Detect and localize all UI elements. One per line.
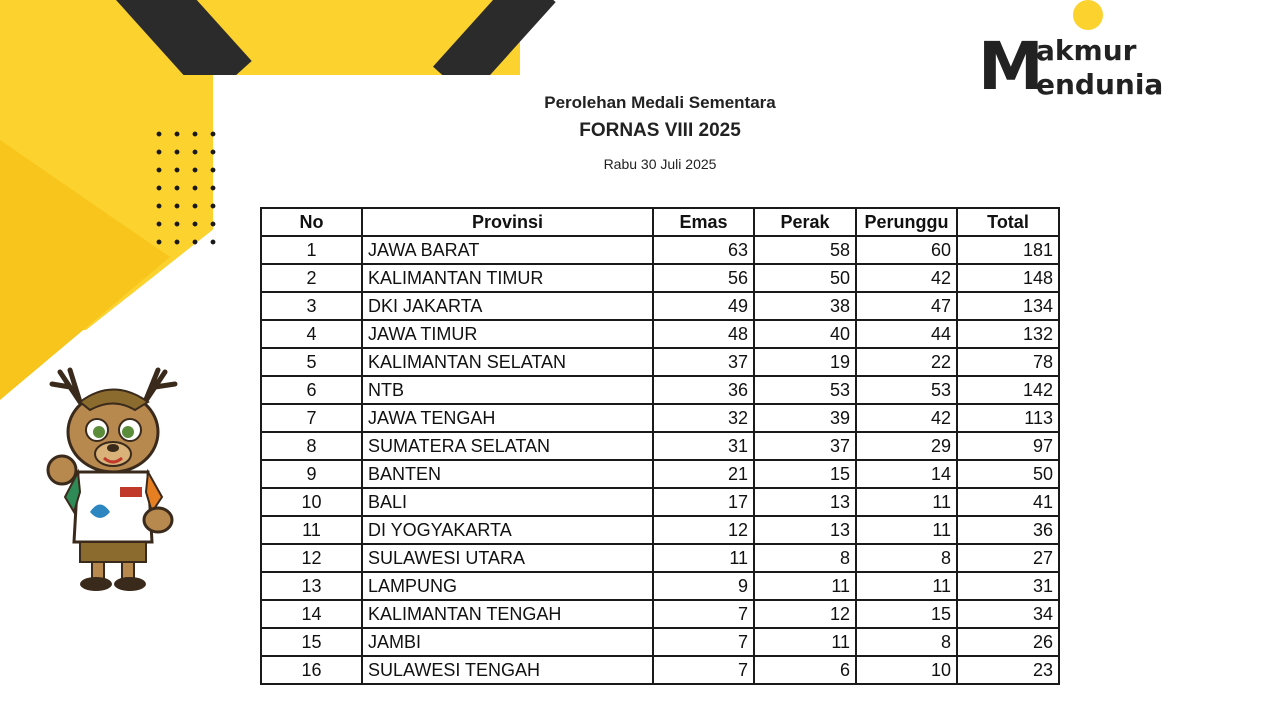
cell-perunggu: 15 xyxy=(856,600,957,628)
cell-emas: 17 xyxy=(653,488,754,516)
cell-perunggu: 11 xyxy=(856,516,957,544)
cell-perak: 11 xyxy=(754,572,856,600)
cell-total: 113 xyxy=(957,404,1059,432)
cell-provinsi: KALIMANTAN TENGAH xyxy=(362,600,653,628)
column-header-perak: Perak xyxy=(754,208,856,236)
cell-perak: 8 xyxy=(754,544,856,572)
cell-perak: 37 xyxy=(754,432,856,460)
table-row xyxy=(261,544,1059,572)
cell-total: 36 xyxy=(957,516,1059,544)
column-header-perunggu: Perunggu xyxy=(856,208,957,236)
cell-emas: 7 xyxy=(653,600,754,628)
cell-provinsi: SUMATERA SELATAN xyxy=(362,432,653,460)
cell-provinsi: BANTEN xyxy=(362,460,653,488)
cell-total: 181 xyxy=(957,236,1059,264)
table-row xyxy=(261,348,1059,376)
column-header-total: Total xyxy=(957,208,1059,236)
cell-no: 14 xyxy=(261,600,362,628)
cell-perak: 50 xyxy=(754,264,856,292)
cell-emas: 11 xyxy=(653,544,754,572)
cell-perunggu: 11 xyxy=(856,572,957,600)
table-row xyxy=(261,404,1059,432)
cell-perak: 39 xyxy=(754,404,856,432)
cell-provinsi: JAMBI xyxy=(362,628,653,656)
cell-perak: 6 xyxy=(754,656,856,684)
logo-line-2: endunia xyxy=(1036,68,1164,101)
table-row xyxy=(261,460,1059,488)
cell-emas: 63 xyxy=(653,236,754,264)
cell-provinsi: KALIMANTAN TIMUR xyxy=(362,264,653,292)
cell-provinsi: NTB xyxy=(362,376,653,404)
cell-no: 3 xyxy=(261,292,362,320)
cell-no: 6 xyxy=(261,376,362,404)
cell-total: 23 xyxy=(957,656,1059,684)
cell-perunggu: 8 xyxy=(856,628,957,656)
cell-total: 97 xyxy=(957,432,1059,460)
medal-table xyxy=(260,207,1060,685)
cell-total: 142 xyxy=(957,376,1059,404)
column-header-no: No xyxy=(261,208,362,236)
cell-emas: 7 xyxy=(653,656,754,684)
cell-emas: 37 xyxy=(653,348,754,376)
table-row xyxy=(261,516,1059,544)
cell-emas: 7 xyxy=(653,628,754,656)
cell-emas: 48 xyxy=(653,320,754,348)
report-date: Rabu 30 Juli 2025 xyxy=(603,156,717,172)
cell-total: 31 xyxy=(957,572,1059,600)
cell-perak: 40 xyxy=(754,320,856,348)
table-row xyxy=(261,488,1059,516)
cell-no: 4 xyxy=(261,320,362,348)
cell-no: 2 xyxy=(261,264,362,292)
cell-total: 26 xyxy=(957,628,1059,656)
cell-perak: 13 xyxy=(754,516,856,544)
cell-no: 11 xyxy=(261,516,362,544)
cell-emas: 36 xyxy=(653,376,754,404)
table-row xyxy=(261,600,1059,628)
cell-perunggu: 14 xyxy=(856,460,957,488)
cell-perak: 58 xyxy=(754,236,856,264)
cell-perak: 12 xyxy=(754,600,856,628)
cell-no: 12 xyxy=(261,544,362,572)
decorative-dots xyxy=(150,125,220,255)
cell-emas: 56 xyxy=(653,264,754,292)
cell-provinsi: JAWA BARAT xyxy=(362,236,653,264)
cell-no: 1 xyxy=(261,236,362,264)
cell-emas: 12 xyxy=(653,516,754,544)
cell-emas: 31 xyxy=(653,432,754,460)
table-row xyxy=(261,264,1059,292)
cell-emas: 32 xyxy=(653,404,754,432)
cell-total: 134 xyxy=(957,292,1059,320)
mascot-illustration xyxy=(40,362,190,594)
cell-perak: 38 xyxy=(754,292,856,320)
cell-provinsi: JAWA TENGAH xyxy=(362,404,653,432)
cell-no: 5 xyxy=(261,348,362,376)
table-row xyxy=(261,628,1059,656)
cell-perunggu: 42 xyxy=(856,404,957,432)
cell-perak: 53 xyxy=(754,376,856,404)
cell-no: 10 xyxy=(261,488,362,516)
cell-total: 132 xyxy=(957,320,1059,348)
cell-perunggu: 8 xyxy=(856,544,957,572)
table-row xyxy=(261,656,1059,684)
table-header-row xyxy=(261,208,1059,236)
cell-no: 15 xyxy=(261,628,362,656)
cell-perak: 15 xyxy=(754,460,856,488)
cell-perunggu: 10 xyxy=(856,656,957,684)
cell-perunggu: 11 xyxy=(856,488,957,516)
cell-provinsi: SULAWESI TENGAH xyxy=(362,656,653,684)
cell-emas: 21 xyxy=(653,460,754,488)
logo-dot xyxy=(1073,0,1103,30)
logo-line-1: akmur xyxy=(1036,34,1137,67)
cell-provinsi: KALIMANTAN SELATAN xyxy=(362,348,653,376)
table-row xyxy=(261,236,1059,264)
column-header-provinsi: Provinsi xyxy=(362,208,653,236)
cell-provinsi: BALI xyxy=(362,488,653,516)
cell-emas: 9 xyxy=(653,572,754,600)
cell-perak: 11 xyxy=(754,628,856,656)
cell-perunggu: 47 xyxy=(856,292,957,320)
cell-provinsi: LAMPUNG xyxy=(362,572,653,600)
cell-perunggu: 29 xyxy=(856,432,957,460)
cell-total: 148 xyxy=(957,264,1059,292)
cell-perunggu: 22 xyxy=(856,348,957,376)
table-row xyxy=(261,572,1059,600)
cell-provinsi: DI YOGYAKARTA xyxy=(362,516,653,544)
cell-total: 41 xyxy=(957,488,1059,516)
cell-provinsi: JAWA TIMUR xyxy=(362,320,653,348)
table-row xyxy=(261,292,1059,320)
cell-provinsi: SULAWESI UTARA xyxy=(362,544,653,572)
cell-no: 7 xyxy=(261,404,362,432)
cell-perunggu: 60 xyxy=(856,236,957,264)
table-row xyxy=(261,432,1059,460)
cell-no: 16 xyxy=(261,656,362,684)
cell-total: 27 xyxy=(957,544,1059,572)
logo-initial: M xyxy=(978,28,1044,105)
cell-perunggu: 53 xyxy=(856,376,957,404)
cell-total: 50 xyxy=(957,460,1059,488)
cell-perunggu: 42 xyxy=(856,264,957,292)
cell-no: 13 xyxy=(261,572,362,600)
cell-provinsi: DKI JAKARTA xyxy=(362,292,653,320)
event-title: FORNAS VIII 2025 xyxy=(579,120,741,141)
column-header-emas: Emas xyxy=(653,208,754,236)
cell-total: 34 xyxy=(957,600,1059,628)
page-title: Perolehan Medali Sementara xyxy=(544,93,776,112)
cell-total: 78 xyxy=(957,348,1059,376)
cell-perunggu: 44 xyxy=(856,320,957,348)
cell-no: 8 xyxy=(261,432,362,460)
cell-no: 9 xyxy=(261,460,362,488)
table-row xyxy=(261,376,1059,404)
cell-perak: 13 xyxy=(754,488,856,516)
cell-perak: 19 xyxy=(754,348,856,376)
table-row xyxy=(261,320,1059,348)
cell-emas: 49 xyxy=(653,292,754,320)
